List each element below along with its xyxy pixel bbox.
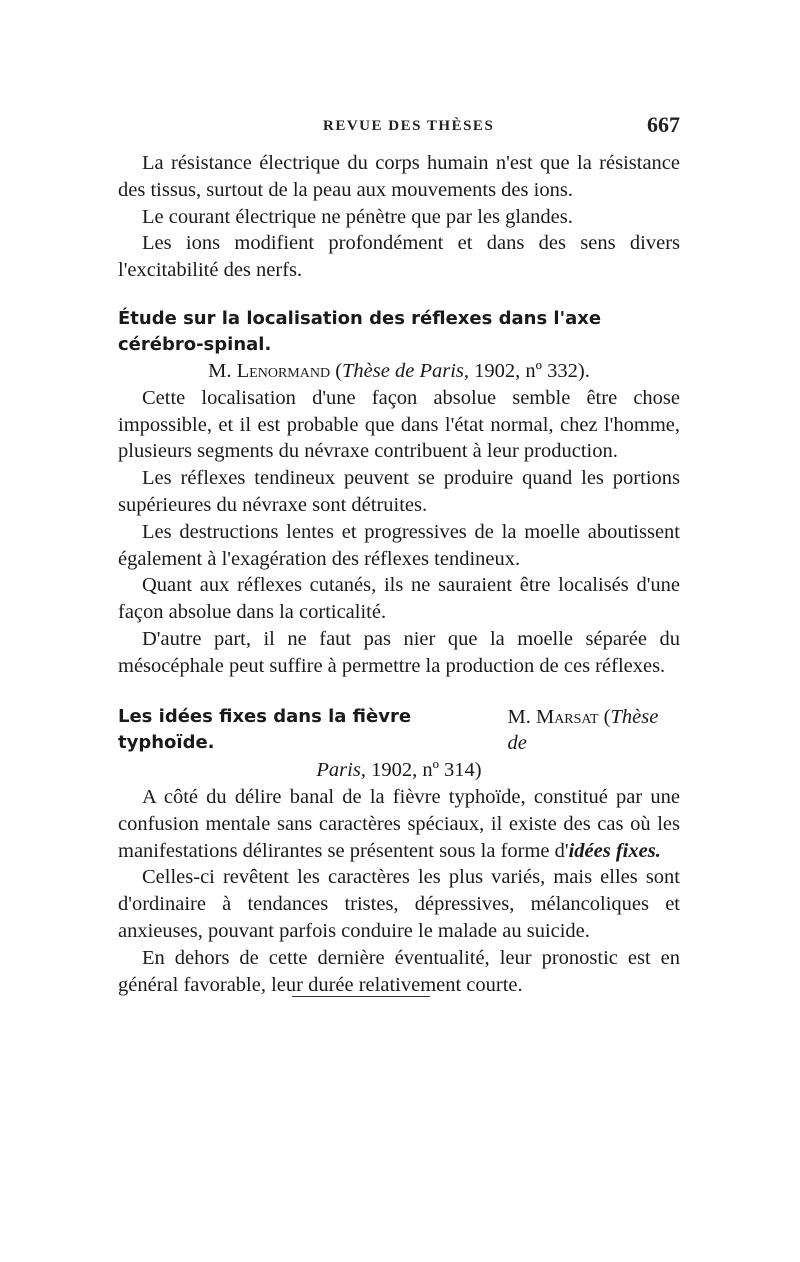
section-1-paragraph-2: Les réflexes tendineux peuvent se produire quand les portions supérieures du névraxe sont détruites.	[118, 467, 680, 516]
thesis-source: Thèse de	[507, 705, 659, 755]
paragraph-text: A côté du délire banal de la fièvre typhoïde, constitué par une confusion mentale sans caractères spéciaux, il existe des cas où les manifestations délirantes se présentent sous la forme d'	[118, 785, 680, 862]
section-1-paragraph-1: Cette localisation d'une façon absolue semble être chose impossible, et il est probable que dans l'état normal, chez l'homme, plusieurs segments du névraxe contribuent à leur production.	[118, 386, 680, 463]
author-name: Marsat	[535, 705, 599, 728]
thesis-reference: 1902, nº 314)	[371, 759, 482, 782]
end-rule	[292, 996, 430, 997]
section-2-title-line	[118, 704, 680, 758]
section-1-byline	[118, 358, 680, 385]
section-2-byline-start	[507, 704, 680, 758]
emphasis-term: idées fixes.	[568, 839, 661, 862]
section-spacer	[118, 680, 680, 704]
section-2-paragraph-1	[118, 784, 680, 864]
section-1-paragraph-3: Les destructions lentes et progressives de la moelle aboutissent également à l'exagération des réflexes tendineux.	[118, 520, 680, 570]
thesis-source: Thèse de Paris,	[342, 359, 470, 382]
intro-paragraph-2: Le courant électrique ne pénètre que par les glandes.	[142, 205, 573, 228]
intro-paragraph-3: Les ions modifient profondément et dans des sens divers l'excitabilité des nerfs.	[118, 232, 680, 282]
intro-paragraph-1: La résistance électrique du corps humain n'est que la résistance des tissus, surtout de la peau aux mouvements des ions.	[118, 152, 680, 201]
section-2-paragraph-2: Celles-ci revêtent les caractères les plus variés, mais elles sont d'ordinaire à tendances tristes, dépressives, mélancoliques et anxieuses, pouvant parfois conduire le malade au suicide.	[118, 866, 680, 942]
section-2-paragraph-3: En dehors de cette dernière éventualité, leur pronostic est en général favorable, leur durée relativement courte.	[118, 946, 680, 996]
open-paren: (	[335, 359, 343, 382]
section-spacer	[118, 284, 680, 306]
body-text	[118, 150, 680, 998]
byline-prefix: M.	[208, 359, 232, 382]
page-number: 667	[647, 112, 680, 137]
running-head	[118, 112, 680, 142]
section-1-paragraph-5: D'autre part, il ne faut pas nier que la moelle séparée du mésocéphale peut suffire à permettre la production de ces réflexes.	[118, 627, 680, 677]
open-paren: (	[603, 705, 611, 728]
section-2-title: Les idées fixes dans la fièvre typhoïde.	[118, 705, 412, 754]
author-name: Lenormand	[236, 359, 331, 382]
thesis-reference: 1902, nº 332).	[474, 359, 590, 382]
byline-prefix: M.	[507, 705, 531, 728]
section-1-paragraph-4: Quant aux réflexes cutanés, ils ne sauraient être localisés d'une façon absolue dans la corticalité.	[118, 574, 680, 624]
section-2-byline	[118, 757, 680, 784]
thesis-source-city: Paris,	[316, 759, 366, 782]
section-1-title: Étude sur la localisation des réflexes dans l'axe cérébro-spinal.	[118, 307, 602, 355]
running-title: REVUE DES THÈSES	[323, 118, 495, 134]
